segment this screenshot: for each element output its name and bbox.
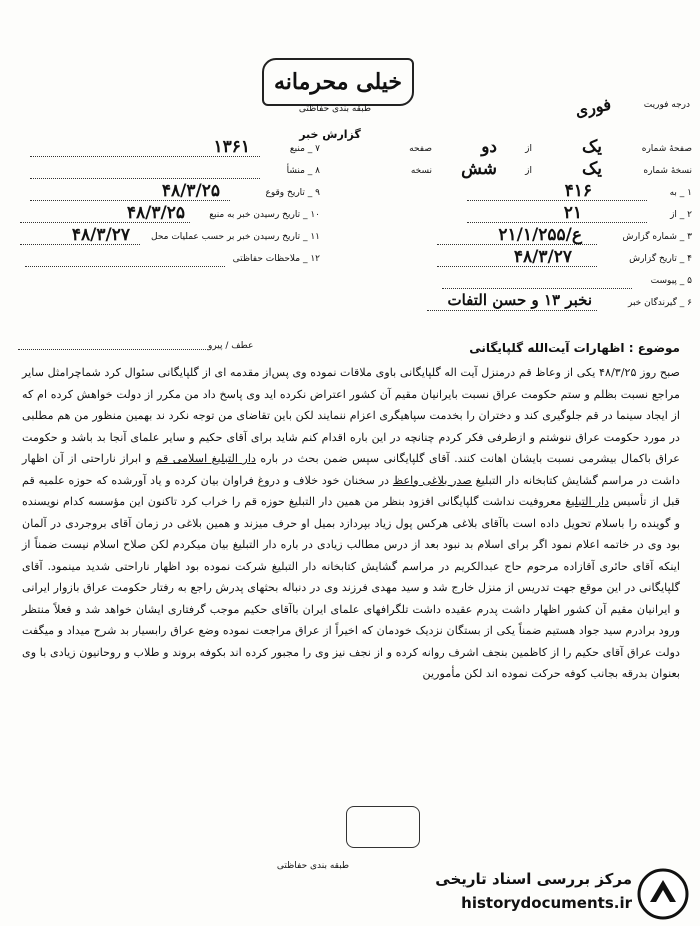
- footer-classification-label: طبقه بندی حفاظتی: [276, 861, 350, 871]
- field-date-to-local-ops: ۱۱ _ تاریخ رسیدن خبر بر حسب عملیات محل ۴۸/۳/۲۷: [20, 232, 320, 254]
- field-origin: ۸ _ منشأ: [20, 166, 320, 188]
- classification-label: طبقه بندی حفاظتی: [298, 104, 372, 114]
- report-type: گزارش خبر: [299, 128, 361, 141]
- field-report-date: ۴ _ تاریخ گزارش ۴۸/۳/۲۷: [360, 254, 692, 276]
- watermark: [410, 868, 690, 920]
- archive-logo-icon: [636, 868, 690, 920]
- reference-label: عطف / پیرو: [208, 341, 254, 351]
- classification-stamp-text: خیلی محرمانه: [273, 69, 403, 95]
- subject: موضوع : اظهارات آیت‌الله گلپایگانی: [469, 341, 680, 355]
- field-copy-number: نسخهٔ شماره یک از شش نسخه: [410, 159, 692, 179]
- body-paragraph: صبح روز ۴۸/۳/۲۵ یکی از وعاظ قم درمنزل آیت اله گلپایگانی باوی ملاقات نموده وی پس‌از مقدمه ای از گلپایگانی سئوال کرد شماچرامثل سایر مراجع نسبت بظلم و ستم حکومت عراق نسبت بایرانیان مقیم آن کشور اعتراض نکرده اید وی پاسخ داد من مکرر از دولت خواهش کرده ام که از ایجاد سینما در قم جلوگیری کند و دختران را بخدمت سپاهیگری اعزام ننمایند لکن باین تقاضای من توجه نکرد ند بهمین منظور من هم مطلبی در مورد حکومت عراق ننوشتم و ازطرفی فکر کردم چنانچه در این باره اقدام کنم شاید برای آقای حکیم و سایر علمای آنجا بد باشد و حکومت عراق باکمال بیشرمی نسبت بایشان اهانت کنند. آقای گلپایگانی سپس ضمن بحث در باره دار التبلیغ اسلامی قم و ابراز ناراحتی از آن اظهار داشت در مراسم گشایش کتابخانه دار التبلیغ صدر بلاغی واعظ در سخنان خود خلاف و دروغ فراوان بیان کرده و یاد آورشده که حوزه علمیه قم قبل از تأسیس دار التبلیغ معروفیت نداشت گلپایگانی افزود بنظر من همین دار التبلیغ حوزه قم را خراب کرد تاکنون این مؤسسه کدام نویسنده و گوینده را باسلام تحویل داده است باآقای بلاغی هرکس پول زیاد بپردازد بمیل او حرف میزند و همین بلاغی در زمان آقای بروجردی در آلمان بود وی در خاتمه اعلام نمود اگر برای اسلام بد نبود بعد از درس مطالب زیادی در باره دار التبلیغ بیان میکردم لکن صلاح اسلام نیست ضمناً از اینکه آقای حائری آقازاده مرحوم حاج عبدالکریم در مراسم گشایش کتابخانه دار التبلیغ شرکت نموده بود اظهار ناراحتی شدید مینمود. آقای گلپایگانی در این موقع جهت تدریس از منزل خارج شد و سید مهدی فرزند وی در دنباله بحثهای پدرش راجع به رفتار حکومت عراق بازوار ایرانی و ایرانیان مقیم آن کشور اظهار داشت پدرم عقیده داشت تلگرافهای علمای ایران باآقای حکیم موجب گرفتاری ایشان خواهد شد و فعلاً منتظر ورود برادرم سید جواد هستیم ضمناً یکی از بستگان نزدیک خودمان که اخیراً از عراق مراجعت نموده وضع عراق رابسیار بد شرح میداد و میگفت دولت عراق آقای حکیم را از کاظمین بنجف اشرف روانه کرده و از نجف نیز وی را مجبور کرده اند بکوفه بروند و طلاب و روحانیون زیادی با وی بعنوان بدرقه بجانب کوفه حرکت نموده اند لکن مأمورین: [22, 366, 681, 680]
- field-recipients: ۶ _ گیرندگان خبر نخبر ۱۳ و حسن التفات: [360, 298, 692, 320]
- classification-stamp: [262, 58, 414, 106]
- report-fields-left: [20, 137, 320, 276]
- field-from: ۲ _ از ۲۱: [360, 210, 692, 232]
- urgency-value: فوری: [573, 94, 613, 121]
- report-body: [22, 362, 680, 685]
- field-report-number: ۳ _ شماره گزارش ۲۱/۱/۲۵۵/ع: [360, 232, 692, 254]
- field-event-date: ۹ _ تاریخ وقوع ۴۸/۳/۲۵: [20, 188, 320, 210]
- urgency-label: درجه فوریت: [643, 100, 690, 110]
- field-page-number: صفحهٔ شماره یک از دو صفحه: [409, 137, 692, 157]
- watermark-url: historydocuments.ir: [461, 894, 632, 912]
- field-source: ۷ _ منبع ۱۳۶۱: [20, 144, 320, 166]
- watermark-title: مرکز بررسی اسناد تاریخی: [435, 870, 632, 888]
- handwritten-box: [346, 806, 420, 848]
- field-date-to-source: ۱۰ _ تاریخ رسیدن خبر به منبع ۴۸/۳/۲۵: [20, 210, 320, 232]
- report-fields-right: [360, 137, 692, 320]
- field-security-notes: ۱۲ _ ملاحظات حفاظتی: [20, 254, 320, 276]
- field-attachment: ۵ _ پیوست: [360, 276, 692, 298]
- field-to: ۱ _ به ۴۱۶: [360, 188, 692, 210]
